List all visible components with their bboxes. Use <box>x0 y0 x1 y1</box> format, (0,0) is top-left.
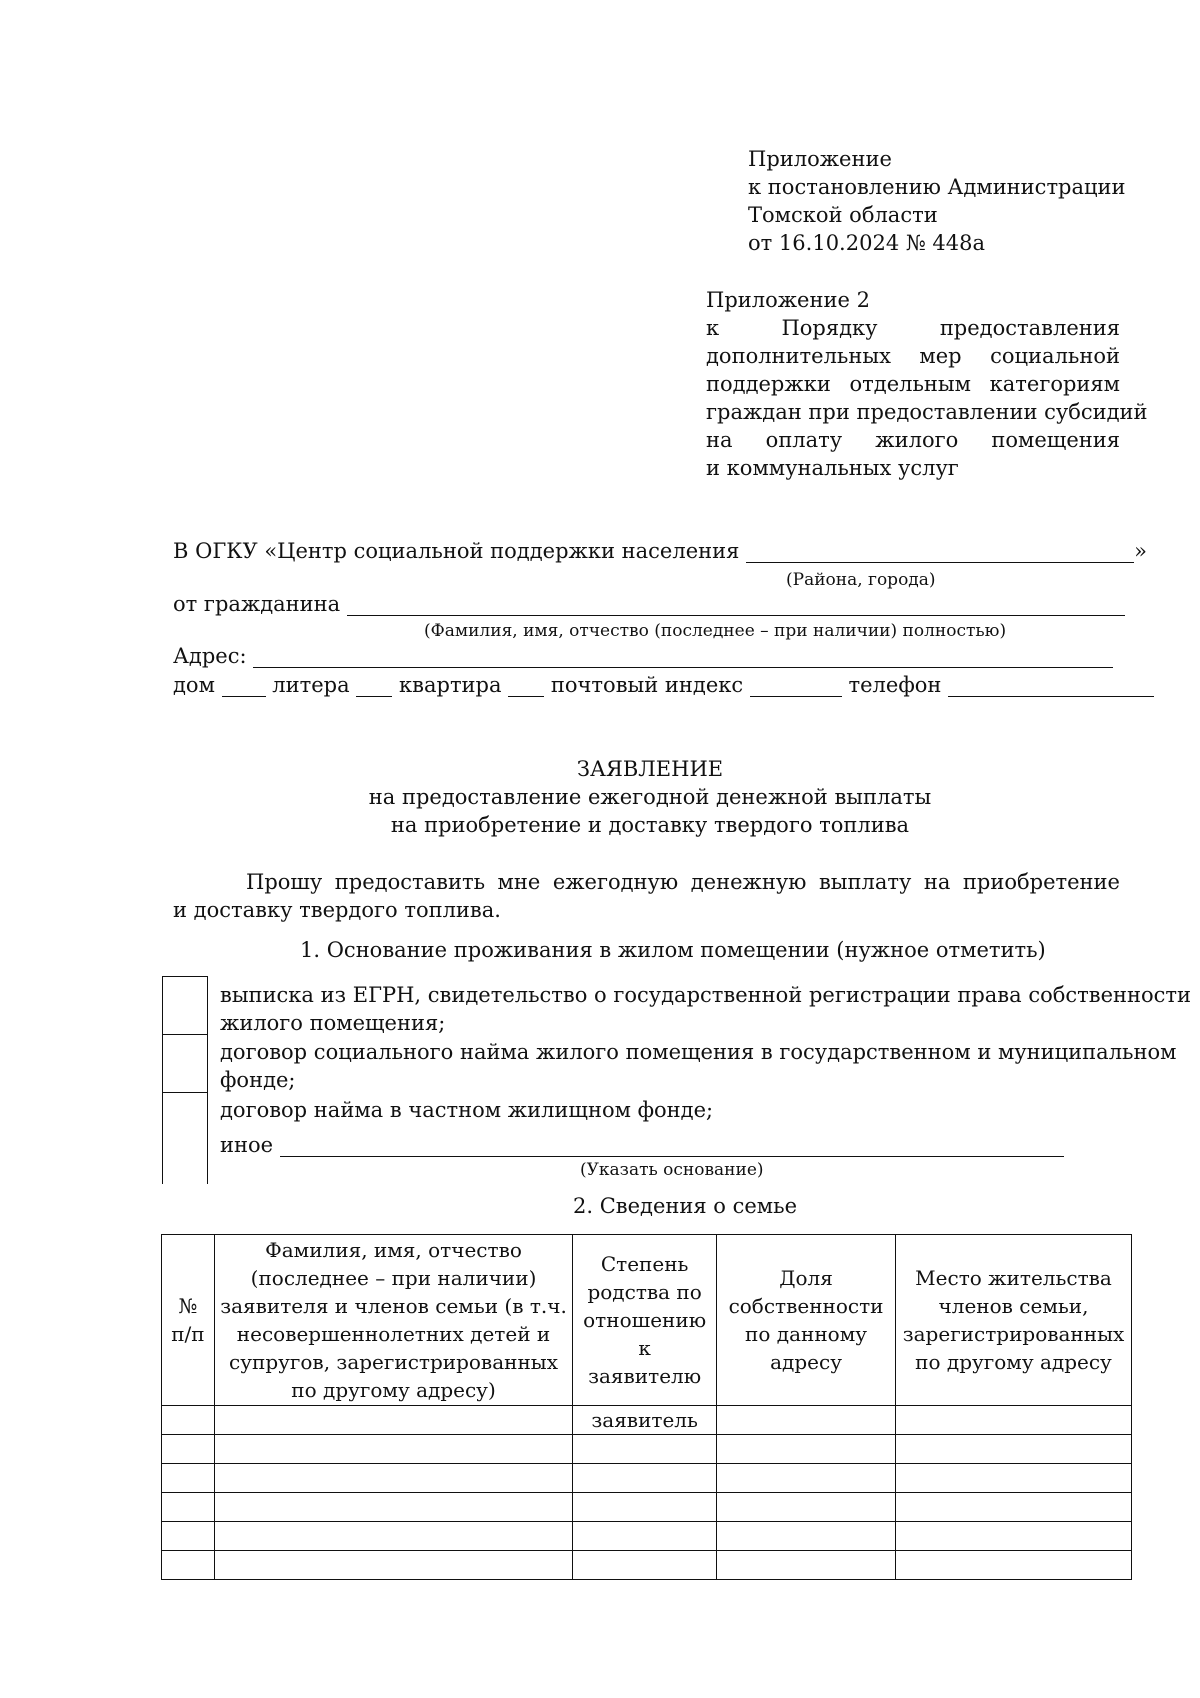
appendix2-line <box>706 370 1120 398</box>
table-row <box>162 1406 1132 1435</box>
relation-cell: заявитель <box>573 1406 717 1435</box>
word: приобретение <box>962 870 1120 894</box>
appendix2-line: и коммунальных услуг <box>706 456 959 480</box>
table-row <box>162 1493 1132 1522</box>
word: оплату <box>765 428 843 452</box>
header-line: адресу <box>770 1350 842 1374</box>
other-line <box>220 1133 1064 1157</box>
house-input[interactable] <box>222 674 266 697</box>
appendix-line: к постановлению Администрации <box>748 175 1126 199</box>
appendix-line: Приложение <box>748 147 892 171</box>
word: выплату <box>818 870 912 894</box>
header-line: по другому адресу) <box>291 1378 496 1402</box>
checkbox-social-lease[interactable] <box>162 1034 208 1092</box>
header-line: зарегистрированных <box>902 1322 1125 1346</box>
header-line: по данному <box>745 1322 868 1346</box>
phone-label: телефон <box>848 673 942 697</box>
table-row <box>162 1551 1132 1580</box>
table-cell[interactable] <box>896 1435 1132 1464</box>
table-cell[interactable] <box>896 1464 1132 1493</box>
table-row <box>162 1435 1132 1464</box>
to-label: В ОГКУ «Центр социальной поддержки населения <box>173 539 740 563</box>
document-title <box>160 755 1140 839</box>
appendix-header <box>748 145 1126 257</box>
apartment-input[interactable] <box>508 674 544 697</box>
appendix-line: Томской области <box>748 203 938 227</box>
header-line: Степень <box>600 1252 689 1276</box>
header-line: отношению <box>583 1308 707 1332</box>
word: жилого <box>875 428 959 452</box>
family-table <box>161 1234 1132 1580</box>
word: Порядку <box>781 316 878 340</box>
header-line: по другому адресу <box>915 1350 1112 1374</box>
title-subtitle: на приобретение и доставку твердого топлива <box>390 813 910 837</box>
table-cell[interactable] <box>162 1493 215 1522</box>
word: Прошу <box>246 870 323 894</box>
header-line: к <box>638 1336 651 1360</box>
appendix2-line <box>706 314 1120 342</box>
from-line <box>173 592 1125 616</box>
from-label: от гражданина <box>173 592 341 616</box>
letter-input[interactable] <box>356 674 392 697</box>
option-text: выписка из ЕГРН, свидетельство о государственной регистрации права собственности <box>220 983 1192 1007</box>
table-cell[interactable] <box>214 1406 572 1435</box>
word: поддержки <box>706 372 831 396</box>
header-line: собственности <box>728 1294 884 1318</box>
header-line: Фамилия, имя, отчество <box>265 1238 522 1262</box>
column-header <box>214 1235 572 1406</box>
header-line: родства по <box>587 1280 702 1304</box>
word: социальной <box>990 344 1120 368</box>
table-cell[interactable] <box>717 1464 896 1493</box>
table-cell[interactable] <box>214 1464 572 1493</box>
postcode-label: почтовый индекс <box>550 673 744 697</box>
table-cell[interactable] <box>896 1406 1132 1435</box>
header-line: заявителю <box>588 1364 702 1388</box>
appendix2-title: Приложение 2 <box>706 288 870 312</box>
table-cell[interactable] <box>573 1522 717 1551</box>
word: отдельным <box>849 372 971 396</box>
appendix2-line <box>706 342 1120 370</box>
header-line: п/п <box>171 1322 205 1346</box>
table-cell[interactable] <box>717 1406 896 1435</box>
table-cell[interactable] <box>896 1493 1132 1522</box>
table-cell[interactable] <box>717 1493 896 1522</box>
option-text: договор найма в частном жилищном фонде; <box>220 1098 714 1122</box>
title-subtitle: на предоставление ежегодной денежной выплаты <box>368 785 932 809</box>
table-cell[interactable] <box>214 1493 572 1522</box>
other-basis-hint: (Указать основание) <box>580 1160 764 1180</box>
section1-heading: 1. Основание проживания в жилом помещении (нужное отметить) <box>300 938 1046 962</box>
table-cell[interactable] <box>573 1464 717 1493</box>
title-heading: ЗАЯВЛЕНИЕ <box>576 757 724 781</box>
district-input[interactable] <box>746 540 1134 563</box>
table-cell[interactable] <box>573 1493 717 1522</box>
postcode-input[interactable] <box>750 674 842 697</box>
word: дополнительных <box>706 344 891 368</box>
apartment-label: квартира <box>399 673 502 697</box>
option-text: жилого помещения; <box>220 1011 446 1035</box>
address-details-line <box>173 673 1154 697</box>
table-cell[interactable] <box>573 1551 717 1580</box>
table-cell[interactable] <box>717 1551 896 1580</box>
word: категориям <box>989 372 1120 396</box>
table-cell[interactable] <box>717 1435 896 1464</box>
full-name-hint: (Фамилия, имя, отчество (последнее – при наличии) полностью) <box>424 621 1007 641</box>
other-label: иное <box>220 1133 274 1157</box>
table-cell[interactable] <box>896 1522 1132 1551</box>
word: помещения <box>991 428 1120 452</box>
request-line: и доставку твердого топлива. <box>173 898 501 922</box>
table-cell[interactable] <box>214 1551 572 1580</box>
to-suffix: » <box>1134 539 1147 563</box>
phone-input[interactable] <box>948 674 1154 697</box>
table-cell[interactable] <box>162 1406 215 1435</box>
section2-heading: 2. Сведения о семье <box>573 1194 798 1218</box>
header-line: заявителя и членов семьи (в т.ч. <box>220 1294 567 1318</box>
letter-label: литера <box>272 673 350 697</box>
word: ежегодную <box>552 870 679 894</box>
column-header <box>573 1235 717 1406</box>
table-row <box>162 1522 1132 1551</box>
header-line: супругов, зарегистрированных <box>229 1350 558 1374</box>
column-header <box>717 1235 896 1406</box>
district-hint: (Района, города) <box>786 570 936 590</box>
table-cell[interactable] <box>214 1522 572 1551</box>
word: денежную <box>690 870 807 894</box>
table-cell[interactable] <box>896 1551 1132 1580</box>
column-header <box>162 1235 215 1406</box>
table-cell[interactable] <box>162 1522 215 1551</box>
checkbox-private-lease[interactable] <box>162 1092 208 1184</box>
address-line <box>173 644 1113 668</box>
appendix-line: от 16.10.2024 № 448а <box>748 231 985 255</box>
table-cell[interactable] <box>717 1522 896 1551</box>
header-line: (последнее – при наличии) <box>250 1266 537 1290</box>
house-label: дом <box>173 673 215 697</box>
table-cell[interactable] <box>162 1551 215 1580</box>
header-line: членов семьи, <box>938 1294 1089 1318</box>
word: предоставления <box>939 316 1120 340</box>
to-line <box>173 539 1147 563</box>
word: на <box>923 870 951 894</box>
full-name-input[interactable] <box>347 593 1125 616</box>
table-row <box>162 1464 1132 1493</box>
header-line: Место жительства <box>915 1266 1112 1290</box>
header-line: Доля <box>779 1266 833 1290</box>
request-line <box>246 870 1120 894</box>
word: на <box>706 428 733 452</box>
table-cell[interactable] <box>214 1435 572 1464</box>
appendix2-header <box>706 286 1148 482</box>
column-header <box>896 1235 1132 1406</box>
appendix2-line: граждан при предоставлении субсидий <box>706 400 1148 424</box>
option-text: договор социального найма жилого помещения в государственном и муниципальном <box>220 1040 1177 1064</box>
other-basis-input[interactable] <box>280 1134 1064 1157</box>
header-line: несовершеннолетних детей и <box>236 1322 551 1346</box>
word: мер <box>919 344 962 368</box>
header-line: № <box>178 1294 198 1318</box>
table-cell[interactable] <box>573 1435 717 1464</box>
address-input[interactable] <box>253 645 1113 668</box>
table-cell[interactable] <box>162 1435 215 1464</box>
word: к <box>706 316 720 340</box>
word: мне <box>497 870 541 894</box>
checkbox-egrn[interactable] <box>162 976 208 1034</box>
table-cell[interactable] <box>162 1464 215 1493</box>
address-label: Адрес: <box>173 644 247 668</box>
word: предоставить <box>334 870 486 894</box>
option-text: фонде; <box>220 1068 296 1092</box>
appendix2-line <box>706 426 1120 454</box>
